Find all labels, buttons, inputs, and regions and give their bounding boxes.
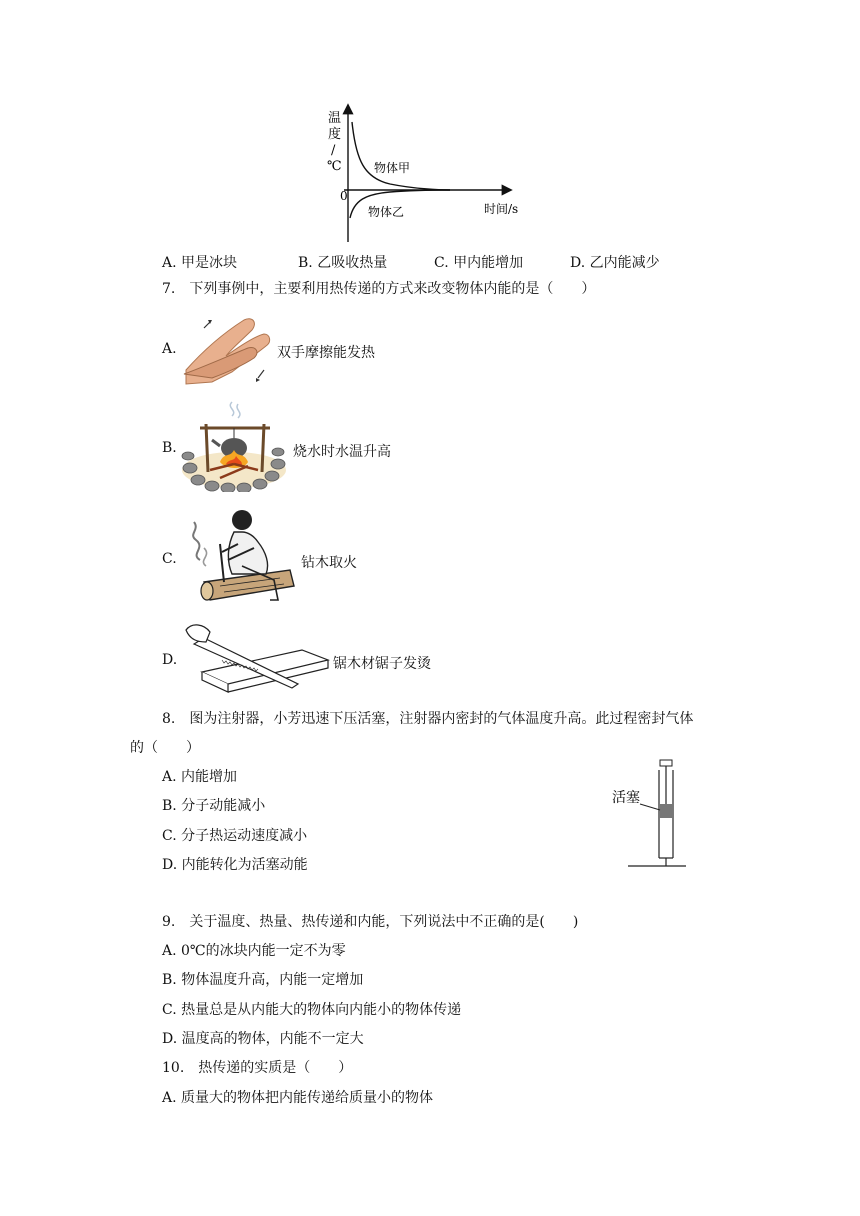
kettle-over-fire-icon <box>180 400 288 492</box>
q6-option-b[interactable]: B. 乙吸收热量 <box>298 255 388 271</box>
q6-options <box>162 252 722 270</box>
syringe-piston-label: 活塞 <box>612 790 640 806</box>
q8-stem-line2: 的（ ） <box>130 740 200 756</box>
q7-option-a-caption: 双手摩擦能发热 <box>277 345 375 361</box>
syringe-figure <box>600 758 700 870</box>
q7-stem: 7. 下列事例中，主要利用热传递的方式来改变物体内能的是（ ） <box>162 281 596 297</box>
q10-stem: 10. 热传递的实质是（ ） <box>162 1060 353 1076</box>
curve-a <box>352 122 450 190</box>
q9-stem: 9. 关于温度、热量、热传递和内能，下列说法中不正确的是( ) <box>162 914 579 930</box>
q7-option-c-letter[interactable]: C. <box>162 551 177 567</box>
q7-option-b-caption: 烧水时水温升高 <box>293 444 391 460</box>
q6-option-c[interactable]: C. 甲内能增加 <box>434 255 524 271</box>
q8-option-b[interactable]: B. 分子动能减小 <box>162 798 266 814</box>
q7-option-b-letter[interactable]: B. <box>162 440 177 456</box>
hands-rubbing-icon <box>182 312 274 386</box>
q7-option-d-caption: 锯木材锯子发烫 <box>333 656 431 672</box>
temperature-time-graph <box>300 100 540 245</box>
origin-label: 0 <box>340 189 348 203</box>
y-axis-label-1: 温 <box>328 111 342 126</box>
q9-option-c[interactable]: C. 热量总是从内能大的物体向内能小的物体传递 <box>162 1002 462 1018</box>
q10-option-a[interactable]: A. 质量大的物体把内能传递给质量小的物体 <box>162 1090 434 1106</box>
q7-option-d-letter[interactable]: D. <box>162 652 178 668</box>
q8-stem-line1: 8. 图为注射器，小芳迅速下压活塞，注射器内密封的气体温度升高。此过程密封气体 <box>162 711 694 727</box>
x-axis-label: 时间/s <box>484 202 519 216</box>
q7-option-a-letter[interactable]: A. <box>162 341 177 357</box>
curve-a-label: 物体甲 <box>374 161 411 175</box>
q7-option-c-caption: 钻木取火 <box>301 555 357 571</box>
q9-option-a[interactable]: A. 0℃的冰块内能一定不为零 <box>162 943 346 959</box>
q8-option-d[interactable]: D. 内能转化为活塞动能 <box>162 857 308 873</box>
q6-option-d[interactable]: D. 乙内能减少 <box>570 255 660 271</box>
q8-option-a[interactable]: A. 内能增加 <box>162 769 238 785</box>
saw-cutting-wood-icon <box>182 620 332 694</box>
y-axis-label-2: 度 <box>328 127 342 142</box>
q8-option-c[interactable]: C. 分子热运动速度减小 <box>162 828 308 844</box>
y-axis-label-4: ℃ <box>327 159 342 174</box>
drilling-wood-fire-icon <box>180 508 298 606</box>
q6-option-a[interactable]: A. 甲是冰块 <box>162 255 238 271</box>
y-axis-label-3: / <box>331 143 336 158</box>
curve-b-label: 物体乙 <box>368 205 405 219</box>
q9-option-d[interactable]: D. 温度高的物体，内能不一定大 <box>162 1031 364 1047</box>
q9-option-b[interactable]: B. 物体温度升高，内能一定增加 <box>162 972 364 988</box>
